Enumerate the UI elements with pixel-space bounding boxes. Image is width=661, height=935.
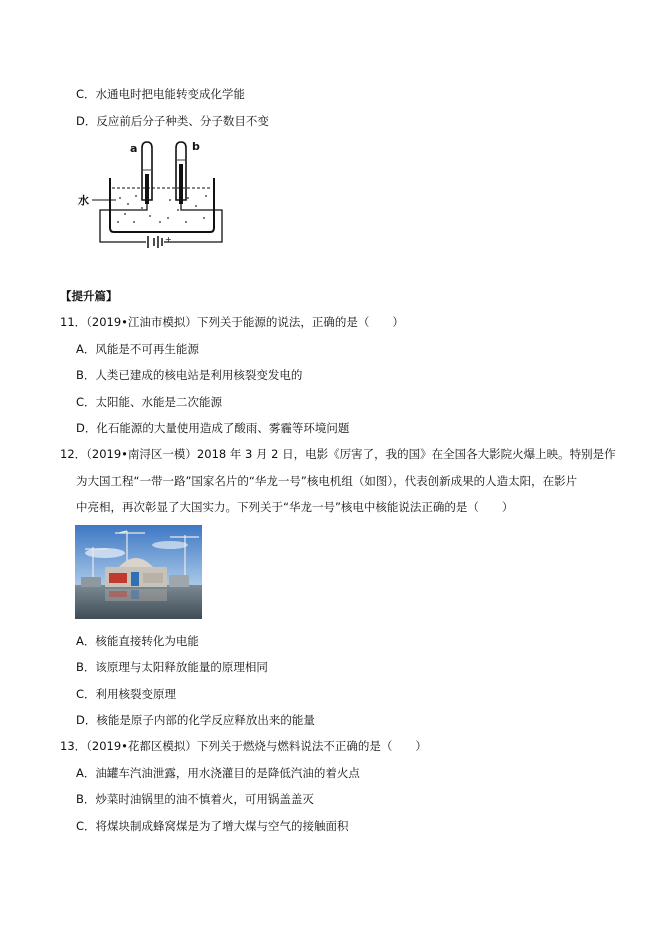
q11-option-c: C．太阳能、水能是二次能源 — [76, 395, 223, 409]
q13-option-c: C．将煤块制成蜂窝煤是为了增大煤与空气的接触面积 — [76, 819, 349, 833]
q11-option-a: A．风能是不可再生能源 — [76, 342, 199, 356]
q12-stem-line-1: 12．（2019•南浔区一模）2018 年 3 月 2 日，电影《厉害了，我的国》在全国各大影院火爆上映。特别是作 — [60, 447, 616, 461]
q13-option-a: A．油罐车汽油泄露，用水浇灌目的是降低汽油的着火点 — [76, 766, 360, 780]
label-water: 水 — [78, 194, 89, 207]
nuclear-plant-photo — [75, 525, 202, 619]
q12-stem-line-3: 中亮相，再次彰显了大国实力。下列关于“华龙一号”核电中核能说法正确的是（ ） — [76, 500, 514, 514]
svg-text:+: + — [165, 235, 172, 244]
q12-option-a: A．核能直接转化为电能 — [76, 634, 199, 648]
q11-stem: 11．（2019•江油市模拟）下列关于能源的说法，正确的是（ ） — [60, 315, 404, 329]
q13-option-b: B．炒菜时油锅里的油不慎着火，可用锅盖盖灭 — [76, 792, 314, 806]
label-a: a — [130, 142, 138, 155]
q12-option-b: B．该原理与太阳释放能量的原理相同 — [76, 660, 268, 674]
prev-option-d: D．反应前后分子种类、分子数目不变 — [76, 114, 269, 128]
q11-option-b: B．人类已建成的核电站是利用核裂变发电的 — [76, 368, 303, 382]
electrolysis-diagram — [70, 138, 230, 250]
q12-stem-line-2: 为大国工程“一带一路”国家名片的“华龙一号”核电机组（如图），代表创新成果的人造太阳，在影片 — [76, 474, 578, 488]
q12-option-d: D．核能是原子内部的化学反应释放出来的能量 — [76, 713, 315, 727]
label-b: b — [192, 140, 200, 153]
q11-option-d: D．化石能源的大量使用造成了酸雨、雾霾等环境问题 — [76, 421, 350, 435]
q13-stem: 13．（2019•花都区模拟）下列关于燃烧与燃料说法不正确的是（ ） — [60, 739, 427, 753]
prev-option-c: C．水通电时把电能转变成化学能 — [76, 87, 246, 101]
section-title: 【提升篇】 — [60, 289, 118, 303]
q12-option-c: C．利用核裂变原理 — [76, 687, 177, 701]
